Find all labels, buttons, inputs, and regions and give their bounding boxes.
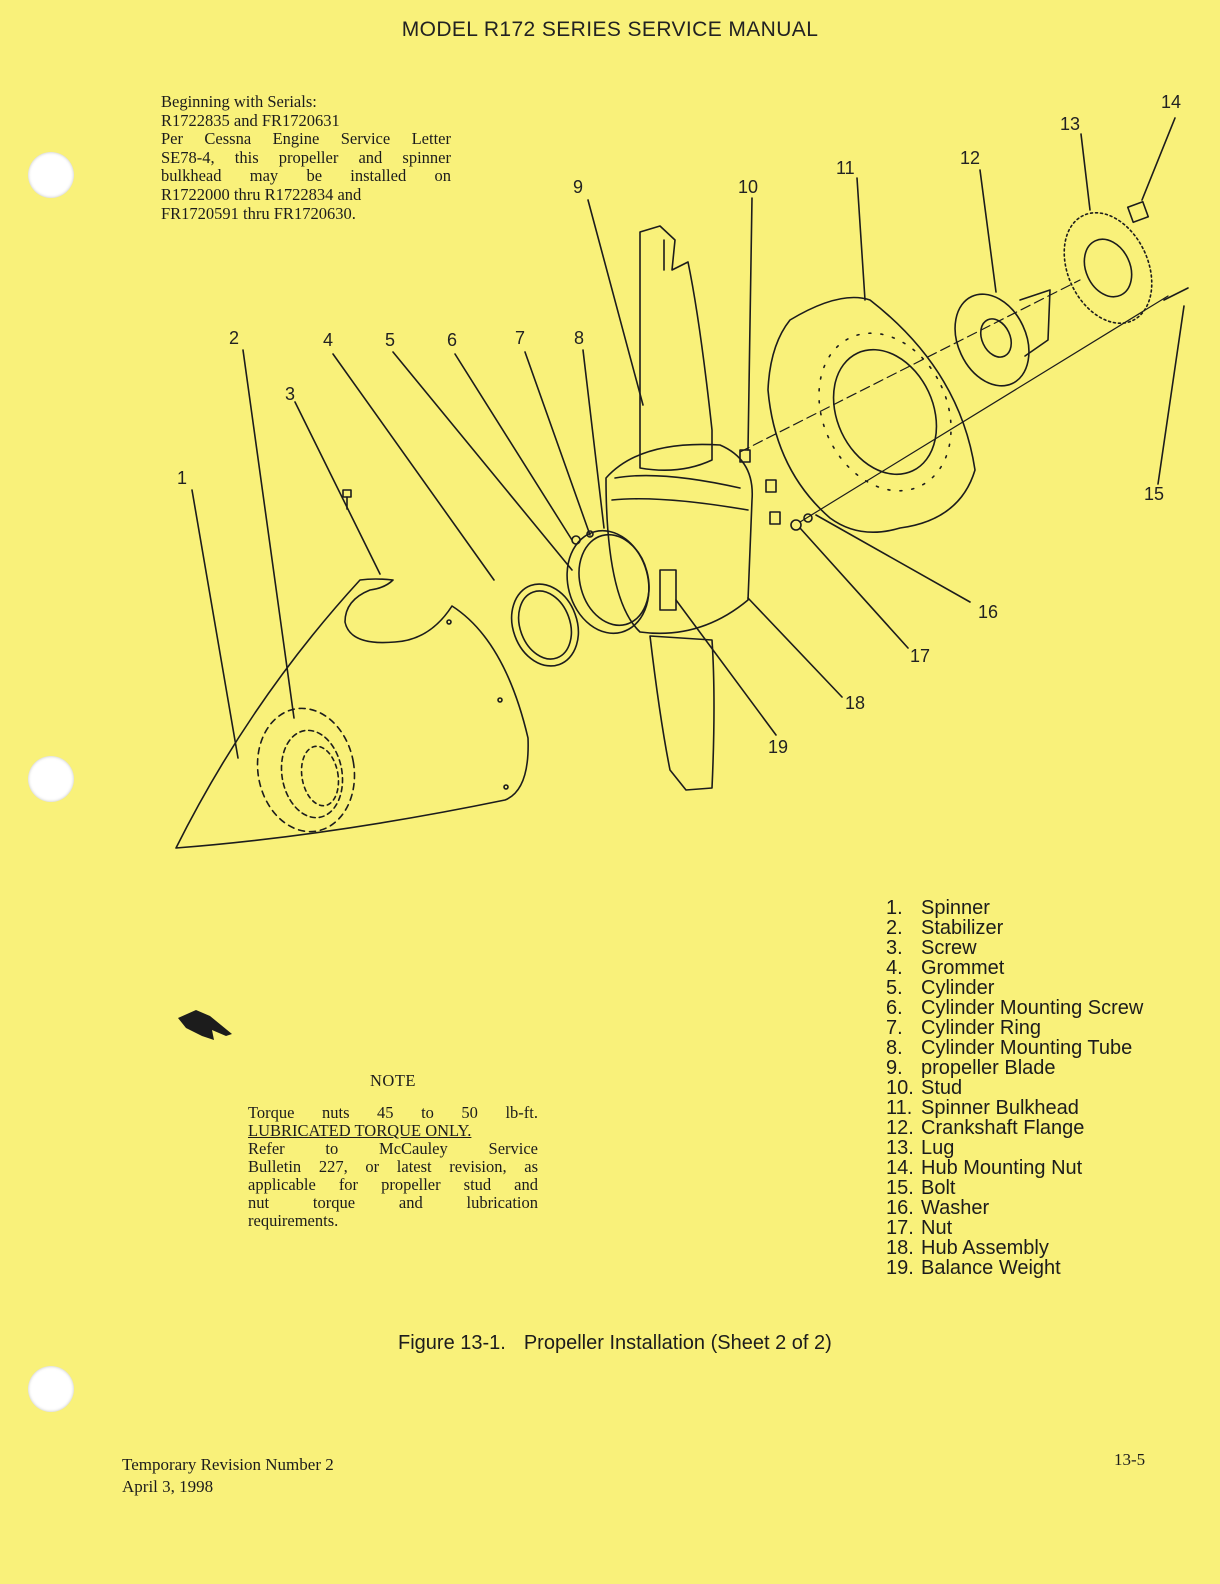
legend-item: 10. Stud [886, 1077, 963, 1099]
torque-note [248, 1072, 538, 1230]
note-line: Bulletin 227, or latest revision, as [248, 1157, 538, 1176]
legend-item: 3. Screw [886, 937, 977, 959]
legend-item: 12. Crankshaft Flange [886, 1117, 1085, 1139]
page-number: 13-5 [1114, 1450, 1146, 1469]
legend-item: 19. Balance Weight [886, 1257, 1061, 1279]
legend-item: 4. Grommet [886, 957, 1005, 979]
callout-3: 3 [285, 384, 296, 404]
page-title: MODEL R172 SERIES SERVICE MANUAL [401, 18, 819, 41]
spinner-drawing [176, 579, 528, 848]
callout-14: 14 [1161, 92, 1182, 112]
callout-16: 16 [978, 602, 999, 622]
callout-2: 2 [229, 328, 240, 348]
legend-item: 5. Cylinder [886, 977, 995, 999]
lug-plate-drawing [1047, 199, 1169, 338]
figure-number: Figure 13-1. [398, 1332, 506, 1354]
revision-number: Temporary Revision Number 2 [122, 1455, 334, 1474]
legend-item: 14. Hub Mounting Nut [886, 1157, 1083, 1179]
callout-19: 19 [768, 737, 789, 757]
legend-item: 15. Bolt [886, 1177, 956, 1199]
stud-drawing [740, 450, 780, 524]
serials-line: bulkhead may be installed on [161, 166, 451, 186]
note-heading: NOTE [370, 1071, 416, 1090]
spinner-bulkhead-drawing [768, 298, 976, 533]
callout-10: 10 [738, 177, 759, 197]
legend-item: 8. Cylinder Mounting Tube [886, 1037, 1133, 1059]
footer-revision [122, 1454, 334, 1498]
callout-1: 1 [177, 468, 188, 488]
callout-9: 9 [573, 177, 584, 197]
callout-18: 18 [845, 693, 866, 713]
legend-item: 11. Spinner Bulkhead [886, 1097, 1079, 1119]
callout-12: 12 [960, 148, 981, 168]
serials-line: FR1720591 thru FR1720630. [161, 203, 356, 223]
note-line: nut torque and lubrication [248, 1193, 538, 1212]
legend-item: 18. Hub Assembly [886, 1237, 1049, 1259]
serials-line: SE78-4, this propeller and spinner [161, 147, 451, 167]
note-line: Refer to McCauley Service [248, 1139, 538, 1158]
callout-6: 6 [447, 330, 458, 350]
note-line: Torque nuts 45 to 50 lb-ft. [248, 1103, 538, 1122]
legend-item: 16. Washer [886, 1197, 990, 1219]
callout-7: 7 [515, 328, 526, 348]
note-line: requirements. [248, 1211, 339, 1230]
parts-legend [886, 898, 1143, 1278]
legend-item: 13. Lug [886, 1137, 955, 1159]
crankshaft-flange-drawing [941, 282, 1050, 398]
serials-line: Per Cessna Engine Service Letter [161, 129, 451, 149]
serials-line: R1722000 thru R1722834 and [161, 184, 362, 204]
revision-date: April 3, 1998 [122, 1477, 214, 1496]
legend-item: 17. Nut [886, 1217, 953, 1239]
legend-item: 9. propeller Blade [886, 1057, 1056, 1079]
callout-13: 13 [1060, 114, 1081, 134]
pointing-hand-icon [178, 1010, 232, 1040]
note-line: applicable for propeller stud and [248, 1175, 538, 1194]
figure-caption [398, 1332, 832, 1355]
callout-15: 15 [1144, 484, 1165, 504]
callout-17: 17 [910, 646, 931, 666]
propeller-blade-drawing [640, 226, 714, 790]
callout-8: 8 [574, 328, 585, 348]
callout-4: 4 [323, 330, 334, 350]
serials-line: R1722835 and FR1720631 [161, 110, 340, 130]
legend-item: 2. Stabilizer [886, 917, 1004, 939]
serials-line: Beginning with Serials: [161, 92, 317, 111]
figure-title: Propeller Installation (Sheet 2 of 2) [523, 1332, 832, 1354]
callout-11: 11 [836, 158, 855, 178]
callout-5: 5 [385, 330, 396, 350]
legend-item: 6. Cylinder Mounting Screw [886, 997, 1144, 1019]
legend-item: 1. Spinner [886, 897, 990, 919]
legend-item: 7. Cylinder Ring [886, 1017, 1042, 1039]
grommet-drawing [501, 575, 590, 676]
note-line-underlined: LUBRICATED TORQUE ONLY. [248, 1121, 472, 1140]
